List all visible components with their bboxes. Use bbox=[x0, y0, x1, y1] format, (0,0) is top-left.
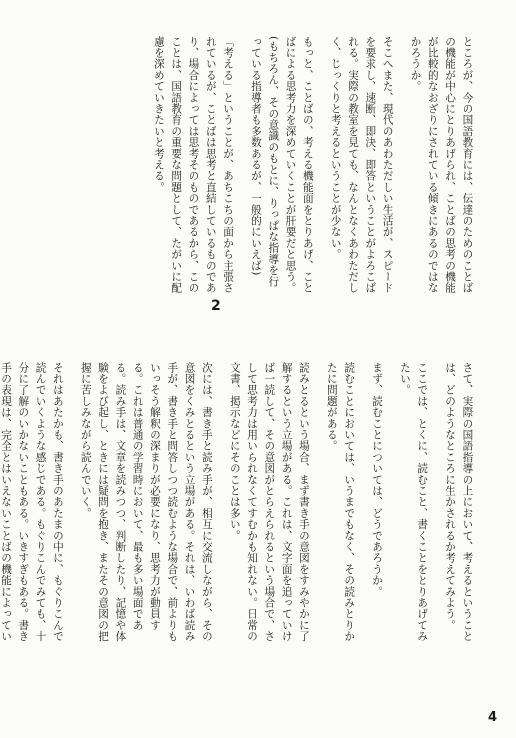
paragraph: もっと、ことばの、考える機能面をとりあげ、ことばによる思考力を深めていくことが肝要だと思う。(もちろん、その意識のもとに、りっぱな指導を行っている指導者も多数あるが、一般的にいえば) bbox=[249, 36, 314, 294]
paragraph: それはあたかも、書き手のあたまの中に、もぐりこんで読んでいくような感じである。もぐりこんでみても、十分に了解のいかないこともある。いきすぎもある。書き手の表現は、完全とはいえないことばの機能によってい bbox=[0, 362, 64, 642]
paragraph: 「考える」ということが、あちこちの面から主張されているが、ことばは思考と直結しているものであり、場合によっては思考そのものであるから、このことは、国語教育の重要な問題として、たがいに配慮を深めていきたいと考える。 bbox=[152, 36, 235, 294]
paragraph: 次には、書き手と読み手が、相互に交流しながら、その意図をくみとるという立場がある。それは、いわば読み手が、書き手と問答しつつ読むような場合で、前よりもいっそう解釈の深まりが必要になり、思考力が動員する。これは普通の学習時において、最も多い場面である。読み手は、文章を読みつつ、判断したり、記憶や体験をよび起し、ときには疑問を抱き、またその意図の把握に苦しみながら読んでいく。 bbox=[79, 362, 213, 642]
paragraph: ここでは、とくに、読むこと、書くことをとりあげてみたい。 bbox=[398, 362, 429, 642]
paragraph: 読みとるという場合、まず書き手の意図をすみやかに了解するという立場がある。これは、文字面を追っていけば一読して、その意図がとらえられるという場合で、さして思考力は用いられなくてすむかも知れない。日常の文書、掲示などにそのことは多い。 bbox=[228, 362, 310, 642]
paragraph: ところが、今の国語教育には、伝達のためのことばの機能が中心にとりあげられ、ことばの思考の機能が比較的なおざりにされている傾きにあるのではなかろうか。 bbox=[409, 36, 474, 294]
lower-text-block bbox=[0, 362, 486, 647]
paragraph: まず、読むことについては、どうであろうか。 bbox=[371, 362, 384, 598]
page-number: 4 bbox=[488, 710, 498, 725]
paragraph: そこへまた、現代のあわただしい生活が、スピードを要求し、速断、即決、即答ということがよろこばれる。実際の教室を見ても、なんとなくあわただしく、じっくりと考えるということが少ない。 bbox=[329, 36, 394, 294]
section-number: 2 bbox=[211, 298, 221, 314]
paragraph: 読むことにおいては、いうまでもなく、その読みとりかたに問題がある。 bbox=[325, 362, 356, 642]
paragraph: さて、実際の国語指導の上において、考えるということは、どのようなところに生かされるか考えてみよう。 bbox=[444, 362, 474, 642]
upper-text-block bbox=[26, 36, 486, 298]
